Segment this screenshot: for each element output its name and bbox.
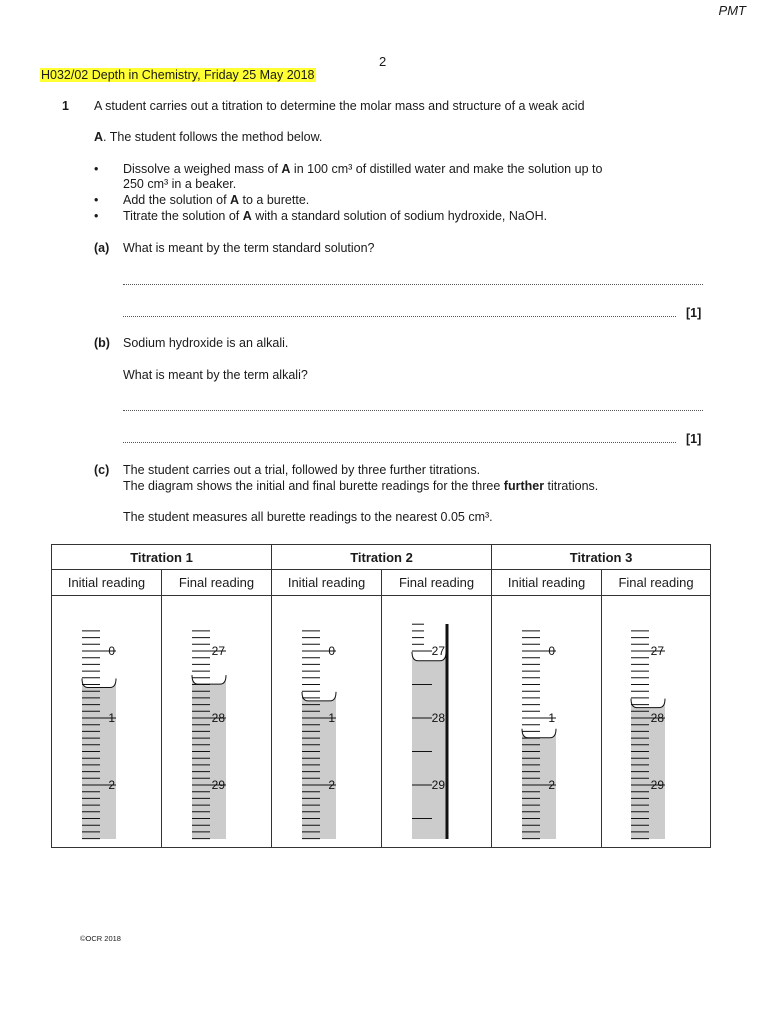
scale-label: 28 bbox=[650, 711, 665, 725]
final-reading-header: Final reading bbox=[162, 570, 272, 596]
bullet-symbol: • bbox=[94, 193, 99, 207]
bullet-2-post: to a burette. bbox=[239, 193, 310, 207]
part-b-mark: [1] bbox=[686, 432, 702, 446]
bullet-3 bbox=[123, 209, 547, 224]
titration-3-header: Titration 3 bbox=[492, 545, 711, 570]
scale-label: 2 bbox=[327, 778, 335, 792]
scale-label: 29 bbox=[431, 778, 445, 792]
burette-t3-initial bbox=[517, 596, 577, 847]
liquid-fill bbox=[192, 680, 226, 839]
tube-empty bbox=[631, 624, 665, 699]
scale-label: 27 bbox=[431, 644, 445, 658]
burette-t1-initial bbox=[77, 596, 137, 847]
scale-label: 0 bbox=[547, 644, 555, 658]
acid-a-label: A bbox=[94, 130, 104, 144]
bullet-3-post: with a standard solution of sodium hydroxide, NaOH. bbox=[251, 209, 548, 223]
part-c-line-1: The student carries out a trial, followed by three further titrations. bbox=[123, 463, 481, 477]
burette-cell bbox=[52, 596, 162, 848]
final-reading-header: Final reading bbox=[382, 570, 492, 596]
initial-reading-header: Initial reading bbox=[52, 570, 162, 596]
answer-line-b2[interactable] bbox=[123, 442, 676, 443]
liquid-fill bbox=[82, 684, 116, 840]
bullet-1-post: in 100 cm³ of distilled water and make the solution up to bbox=[290, 162, 603, 176]
intro-line-1: A student carries out a titration to determine the molar mass and structure of a weak acid bbox=[94, 99, 585, 113]
scale-label: 27 bbox=[211, 644, 225, 658]
titration-1-header: Titration 1 bbox=[52, 545, 272, 570]
bullet-1 bbox=[123, 162, 704, 177]
part-b-label: (b) bbox=[94, 336, 110, 350]
final-reading-header: Final reading bbox=[602, 570, 711, 596]
intro-line-2 bbox=[94, 130, 322, 145]
answer-line-a2[interactable] bbox=[123, 316, 676, 317]
initial-reading-header: Initial reading bbox=[272, 570, 382, 596]
initial-reading-header: Initial reading bbox=[492, 570, 602, 596]
exam-highlight: H032/02 Depth in Chemistry, Friday 25 May 2018 bbox=[41, 68, 315, 82]
part-a-mark: [1] bbox=[686, 306, 702, 320]
part-c-line-2 bbox=[123, 479, 598, 494]
part-a-label: (a) bbox=[94, 241, 110, 255]
copyright: ©OCR 2018 bbox=[80, 934, 121, 943]
meniscus-clear bbox=[302, 692, 336, 701]
bullet-1-pre: Dissolve a weighed mass of bbox=[123, 162, 282, 176]
meniscus-clear bbox=[522, 729, 556, 738]
part-c-line-2-pre: The diagram shows the initial and final burette readings for the three bbox=[123, 479, 504, 493]
burette-t2-final bbox=[407, 596, 467, 847]
burette-cell bbox=[272, 596, 382, 848]
burette-t2-initial bbox=[297, 596, 357, 847]
burette-cell bbox=[162, 596, 272, 848]
scale-label: 2 bbox=[547, 778, 555, 792]
bullet-3-pre: Titrate the solution of bbox=[123, 209, 243, 223]
part-b-text-1: Sodium hydroxide is an alkali. bbox=[123, 336, 289, 350]
part-a-text: What is meant by the term standard solution? bbox=[123, 241, 375, 255]
burette-t3-final bbox=[626, 596, 686, 847]
burette-cell bbox=[602, 596, 711, 848]
scale-label: 27 bbox=[650, 644, 665, 658]
bullet-2-bold: A bbox=[230, 193, 240, 207]
scale-label: 28 bbox=[431, 711, 445, 725]
scale-label: 1 bbox=[547, 711, 555, 725]
scale-label: 2 bbox=[107, 778, 115, 792]
scale-label: 29 bbox=[211, 778, 225, 792]
scale-label: 0 bbox=[327, 644, 335, 658]
part-b-text-2: What is meant by the term alkali? bbox=[123, 368, 308, 382]
page-number: 2 bbox=[379, 54, 387, 69]
scale-label: 28 bbox=[211, 711, 225, 725]
scale-label: 1 bbox=[327, 711, 335, 725]
titration-table bbox=[51, 544, 711, 848]
burette-cell bbox=[492, 596, 602, 848]
bullet-1-bold: A bbox=[281, 162, 291, 176]
meniscus-clear bbox=[631, 699, 665, 708]
pmt-label: PMT bbox=[718, 3, 746, 18]
bullet-2-pre: Add the solution of bbox=[123, 193, 231, 207]
scale-label: 29 bbox=[650, 778, 665, 792]
question-number: 1 bbox=[62, 99, 69, 113]
answer-line-b1[interactable] bbox=[123, 410, 703, 411]
burette-cell bbox=[382, 596, 492, 848]
titration-2-header: Titration 2 bbox=[272, 545, 492, 570]
bullet-1-line-2: 250 cm³ in a beaker. bbox=[123, 177, 237, 191]
part-c-line-3: The student measures all burette readings to the nearest 0.05 cm³. bbox=[123, 510, 493, 524]
bullet-symbol: • bbox=[94, 162, 99, 176]
meniscus-clear bbox=[82, 679, 116, 688]
scale-label: 0 bbox=[107, 644, 115, 658]
part-c-line-2-bold: further bbox=[503, 479, 545, 493]
scale-label: 1 bbox=[107, 711, 115, 725]
part-c-label: (c) bbox=[94, 463, 110, 477]
burette-t1-final bbox=[187, 596, 247, 847]
part-c-line-2-post: titrations. bbox=[544, 479, 599, 493]
bullet-2 bbox=[123, 193, 309, 208]
intro-line-2-rest: . The student follows the method below. bbox=[103, 130, 323, 144]
answer-line-a1[interactable] bbox=[123, 284, 703, 285]
meniscus-clear bbox=[192, 675, 226, 684]
bullet-3-bold: A bbox=[242, 209, 252, 223]
bullet-symbol: • bbox=[94, 209, 99, 223]
